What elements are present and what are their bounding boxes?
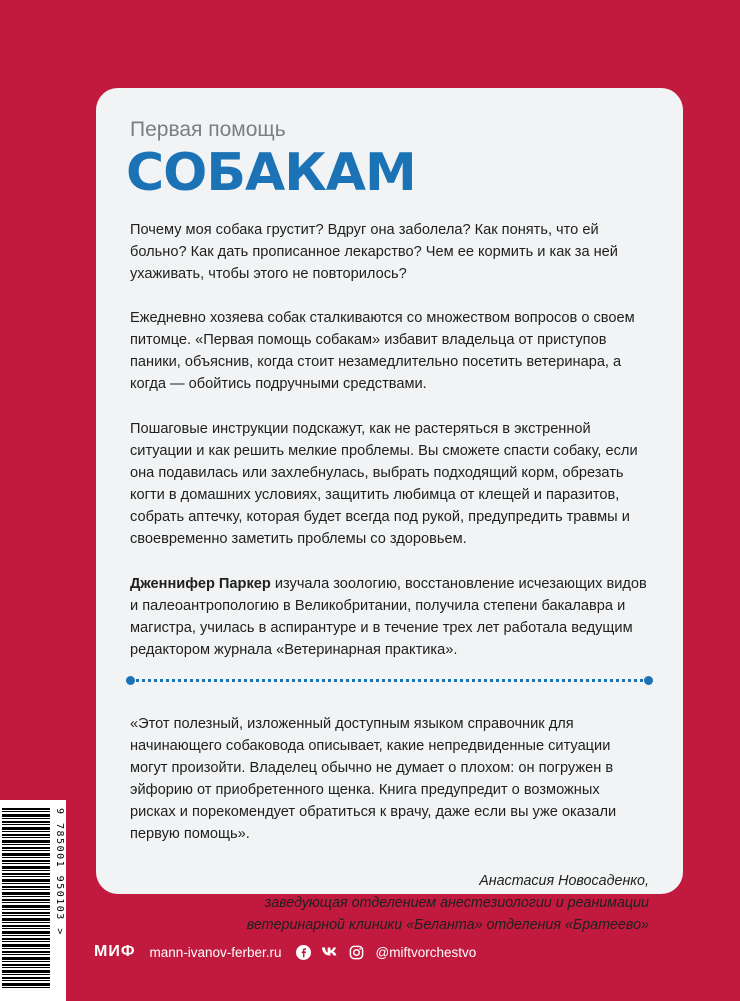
quote-author-role-1: заведующая отделением анестезиологии и реанимации	[264, 895, 649, 911]
vk-icon[interactable]	[321, 946, 339, 958]
author-bio-paragraph	[130, 573, 649, 661]
publisher-website-link[interactable]: mann-ivanov-ferber.ru	[149, 944, 282, 960]
isbn-barcode	[0, 800, 66, 1001]
divider-dot-left	[126, 676, 135, 685]
intro-paragraph: Почему моя собака грустит? Вдруг она заболела? Как понять, что ей больно? Как дать прописанное лекарство? Чем ее кормить и как за ней ухаживать, чтобы этого не повторилось?	[130, 222, 618, 282]
instagram-icon[interactable]	[349, 945, 364, 960]
barcode-bars	[2, 808, 50, 990]
barcode-digits: 9 785001 950103 >	[54, 808, 65, 936]
author-name: Дженнифер Паркер	[130, 576, 271, 592]
publisher-logo: МИФ	[94, 943, 136, 960]
facebook-icon[interactable]	[296, 945, 311, 960]
author-bio-text: изучала зоологию, восстановление исчезающих видов и палеоантропологию в Великобритании, получила степени бакалавра и магистра, училась в аспирантуре и в течение трех лет работала ведущим редактором журнала «Ветеринарная практика».	[130, 576, 647, 658]
publisher-footer	[94, 942, 476, 962]
quote-author-role-2: ветеринарной клиники «Беланта» отделения «Братеево»	[246, 917, 649, 933]
review-quote: «Этот полезный, изложенный доступным языком справочник для начинающего собаковода описывает, какие непредвиденные ситуации могут произойти. Владелец обычно не думает о плохом: он погружен в эйфорию от приобретенного щенка. Книга предупредит о возможных рисках и порекомендует обратиться к врачу, даже если вы уже оказали первую помощь».	[130, 716, 617, 842]
quote-author: Анастасия Новосаденко,	[479, 873, 649, 889]
quote-attribution	[130, 870, 649, 936]
description-paragraph: Ежедневно хозяева собак сталкиваются со множеством вопросов о своем питомце. «Первая помощь собакам» избавит владельца от приступов паники, объяснив, когда стоит незамедлительно посетить ветеринара, а когда — обойтись подручными средствами.	[130, 310, 635, 392]
back-cover-panel	[96, 88, 683, 933]
book-subtitle: Первая помощь	[130, 118, 286, 141]
book-title: СОБАКАМ	[126, 143, 416, 203]
instructions-paragraph: Пошаговые инструкции подскажут, как не растеряться в экстренной ситуации и как решить мелкие проблемы. Вы сможете спасти собаку, если она подавилась или захлебнулась, выбрать подходящий корм, обрезать когти в домашних условиях, защитить любимца от клещей и паразитов, собрать аптечку, которая будет всегда под рукой, предупредить травмы и своевременно заметить проблемы со здоровьем.	[130, 421, 638, 547]
divider-dot-right	[644, 676, 653, 685]
dotted-divider	[130, 679, 649, 682]
social-handle-link[interactable]: @miftvorchestvo	[375, 944, 477, 960]
